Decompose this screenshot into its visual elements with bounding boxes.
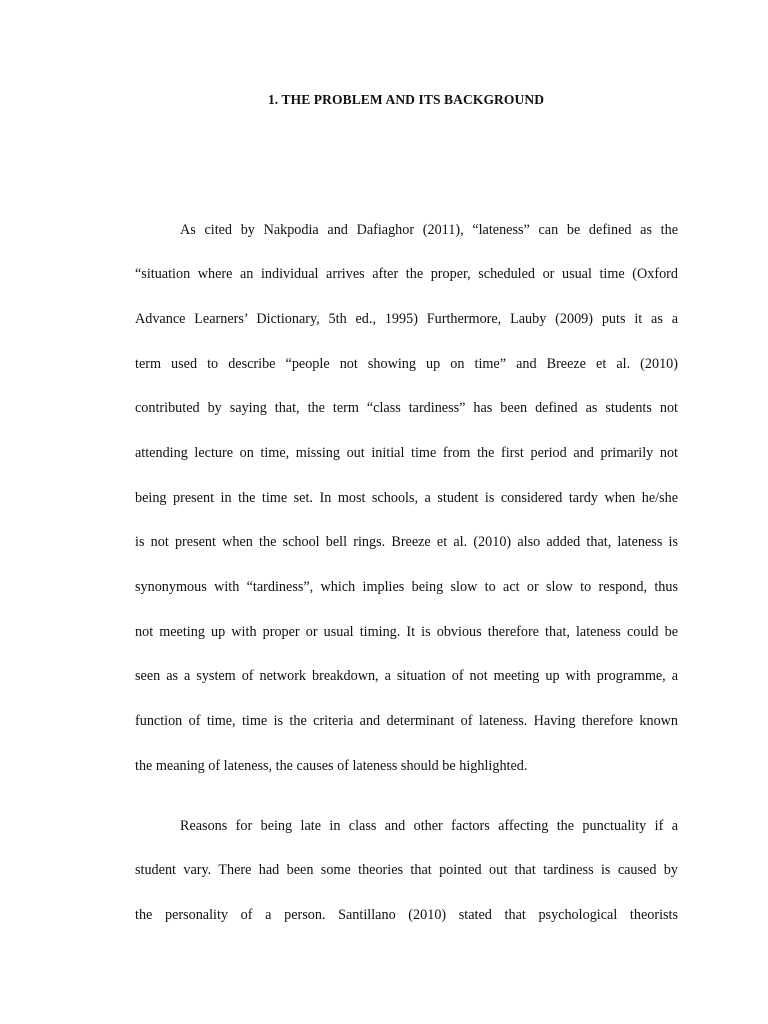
- paragraph-line: “situation where an individual arrives after the proper, scheduled or usual time (Oxford: [135, 266, 678, 282]
- paragraph-line: Advance Learners’ Dictionary, 5th ed., 1995) Furthermore, Lauby (2009) puts it as a: [135, 311, 678, 327]
- paragraph-line: the meaning of lateness, the causes of lateness should be highlighted.: [135, 758, 528, 774]
- paragraph-line: contributed by saying that, the term “class tardiness” has been defined as students not: [135, 400, 678, 416]
- paragraph-line: synonymous with “tardiness”, which implies being slow to act or slow to respond, thus: [135, 579, 678, 595]
- paragraph-line: function of time, time is the criteria and determinant of lateness. Having therefore known: [135, 713, 678, 729]
- paragraph-line: being present in the time set. In most schools, a student is considered tardy when he/she: [135, 490, 678, 506]
- paragraph-line: term used to describe “people not showing up on time” and Breeze et al. (2010): [135, 356, 678, 372]
- paragraph-line: seen as a system of network breakdown, a situation of not meeting up with programme, a: [135, 668, 678, 684]
- paragraph-line: Reasons for being late in class and other factors affecting the punctuality if a: [180, 818, 678, 834]
- paragraph-line: is not present when the school bell rings. Breeze et al. (2010) also added that, lateness is: [135, 534, 678, 550]
- paragraph-line: attending lecture on time, missing out initial time from the first period and primarily not: [135, 445, 678, 461]
- paragraph-line: not meeting up with proper or usual timing. It is obvious therefore that, lateness could be: [135, 624, 678, 640]
- paragraph-line: student vary. There had been some theories that pointed out that tardiness is caused by: [135, 862, 678, 878]
- paragraph-line: As cited by Nakpodia and Dafiaghor (2011), “lateness” can be defined as the: [180, 222, 678, 238]
- page-title: 1. THE PROBLEM AND ITS BACKGROUND: [267, 92, 545, 107]
- paragraph-line: the personality of a person. Santillano (2010) stated that psychological theorists: [135, 907, 678, 923]
